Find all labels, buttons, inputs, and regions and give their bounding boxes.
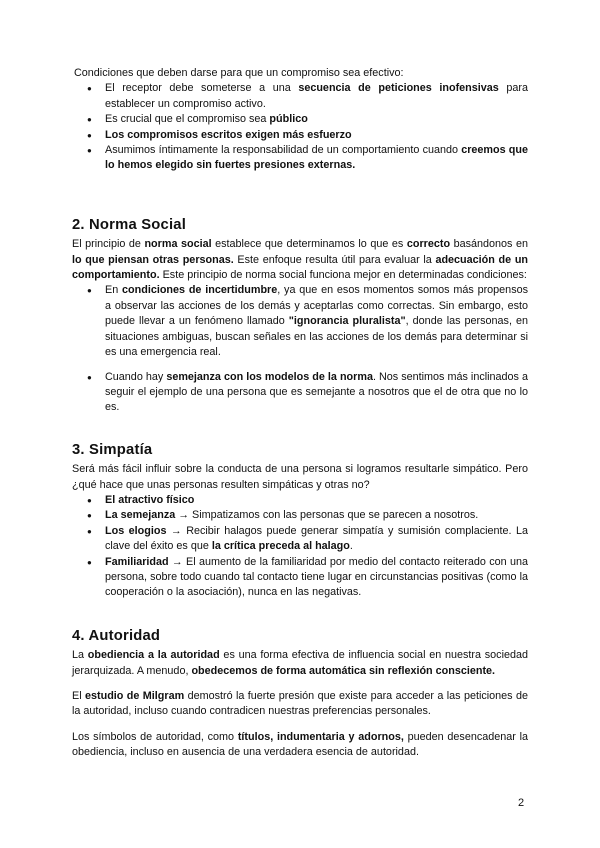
paragraph: El principio de norma social establece que determinamos lo que es correcto basándonos en lo que piensan otras personas. Este enfoque resulta útil para evaluar la adecuación de un comportamiento. Este principio de norma social funciona mejor en determinadas condiciones:	[72, 238, 529, 282]
section-norma-social	[72, 218, 528, 416]
paragraph: Será más fácil influir sobre la conducta de una persona si logramos resultarle simpático. Pero ¿qué hace que unas personas resulten simpáticas y otras no?	[72, 463, 528, 491]
bold-text: Los elogios	[105, 524, 167, 537]
bold-text: semejanza con los modelos de la norma	[166, 370, 373, 383]
bold-text: Familiaridad	[105, 555, 169, 568]
paragraph: El estudio de Milgram demostró la fuerte presión que existe para acceder a las peticiones de la autoridad, incluso cuando contradicen nuestras preferencias personales.	[72, 690, 528, 718]
section-autoridad	[72, 629, 528, 761]
bullet-list	[72, 283, 528, 360]
bold-text: secuencia de peticiones inofensivas	[298, 82, 499, 95]
paragraph: La obediencia a la autoridad es una forma efectiva de influencia social en nuestra sociedad jerarquizada. A menudo, obedecemos de forma automática sin reflexión consciente.	[72, 649, 528, 677]
bold-text: títulos, indumentaria y adornos,	[237, 730, 404, 743]
page-content	[72, 66, 528, 761]
bold-text: obedecemos de forma automática sin reflexión consciente.	[191, 664, 496, 677]
list-item	[72, 493, 528, 508]
bold-text: lo que piensan otras personas.	[72, 253, 234, 266]
section-simpatia	[72, 443, 528, 601]
section-heading: 2. Norma Social	[72, 216, 187, 233]
list-item: ● Los elogios → Recibir halagos puede generar simpatía y sumisión complaciente. La clave del éxito es que la crítica preceda al halago.	[72, 524, 528, 555]
bold-text: obediencia a la autoridad	[87, 649, 220, 662]
intro-text: Condiciones que deben darse para que un compromiso sea efectivo:	[74, 67, 404, 79]
bold-text: la crítica preceda al halago	[211, 540, 350, 553]
bullet-list	[72, 493, 528, 601]
bold-text: adecuación de un comportamiento.	[72, 253, 529, 282]
section-heading: 3. Simpatía	[72, 441, 153, 458]
bold-text: "ignorancia pluralista"	[288, 315, 406, 328]
bold-text: correcto	[406, 238, 451, 251]
list-item: ● Familiaridad → El aumento de la familiaridad por medio del contacto reiterado con una persona, sobre todo cuando tal contacto tiene lugar en circunstancias positivas (como la cooperación o la asociación), nunca en las negativas.	[72, 555, 528, 601]
list-item: ● Es crucial que el compromiso sea público	[72, 112, 528, 127]
page-number: 2	[518, 797, 525, 809]
bullet-list	[72, 370, 528, 416]
list-item: ● En condiciones de incertidumbre, ya que en esos momentos somos más propensos a observar las acciones de los demás y aceptarlas como correctas. Sin embargo, esto puede llevar a un fenómeno llamado "ignorancia pluralista", donde las personas, en situaciones ambiguas, buscan señales en las acciones de los demás para determinar si es una emergencia real.	[72, 283, 528, 360]
paragraph: Los símbolos de autoridad, como títulos, indumentaria y adornos, pueden desencadenar la obediencia, incluso en ausencia de una verdadera esencia de autoridad.	[72, 730, 529, 759]
list-item: ● El receptor debe someterse a una secuencia de peticiones inofensivas para establecer un compromiso activo.	[72, 81, 528, 112]
bold-text: El atractivo físico	[105, 493, 195, 506]
bold-text: estudio de Milgram	[85, 690, 185, 702]
bold-text: condiciones de incertidumbre	[122, 284, 278, 297]
bold-text: La semejanza	[105, 509, 176, 522]
intro-list	[72, 81, 528, 173]
list-item	[72, 128, 528, 143]
list-item: ● Asumimos íntimamente la responsabilidad de un comportamiento cuando creemos que lo hemos elegido sin fuertes presiones externas.	[72, 143, 528, 174]
section-heading: 4. Autoridad	[72, 627, 161, 644]
bold-text: creemos que lo hemos elegido sin fuertes presiones externas.	[105, 144, 528, 172]
list-item: ● Cuando hay semejanza con los modelos de la norma. Nos sentimos más inclinados a seguir el ejemplo de una persona que es semejante a nosotros que el de otra que no lo es.	[72, 370, 528, 416]
bold-text: público	[269, 113, 308, 126]
list-item: ● La semejanza → Simpatizamos con las personas que se parecen a nosotros.	[72, 508, 528, 523]
bold-text: Los compromisos escritos exigen más esfuerzo	[105, 128, 352, 141]
bold-text: norma social	[144, 238, 212, 251]
sections	[72, 218, 528, 761]
